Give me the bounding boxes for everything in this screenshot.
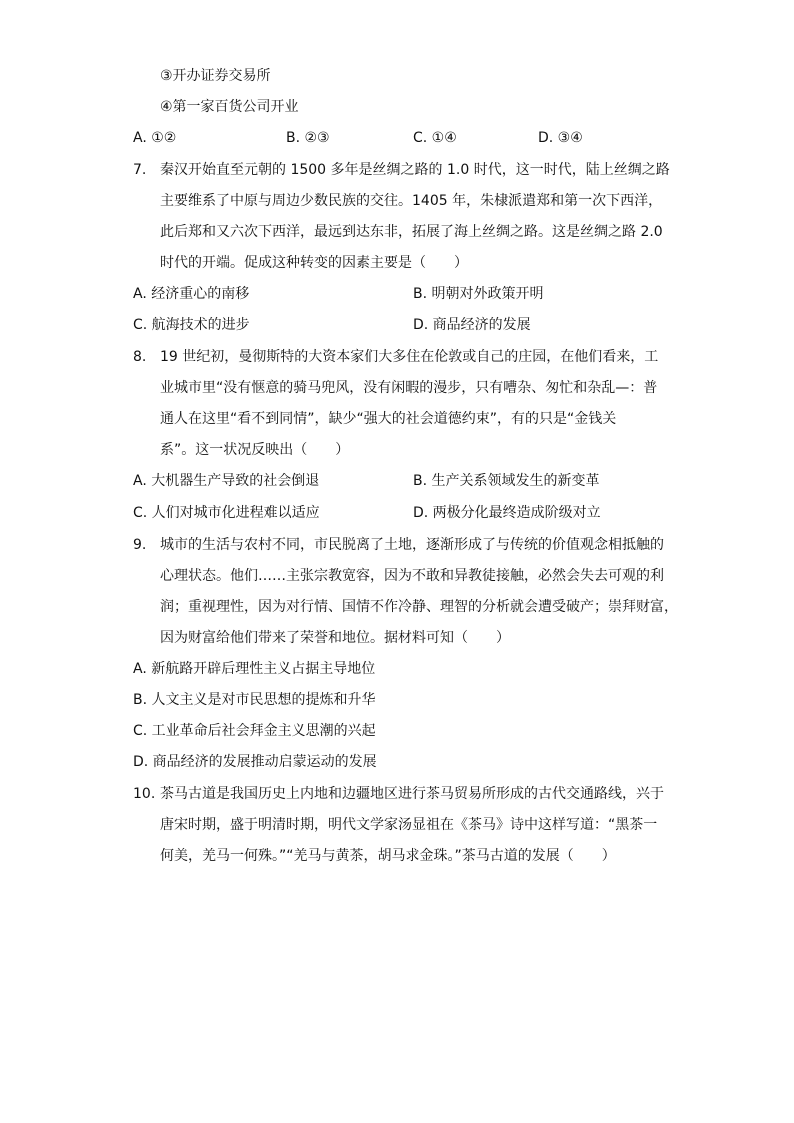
q8-option-c: C. 人们对城市化进程难以适应	[133, 505, 320, 521]
q6-option-b: B. ②③	[286, 130, 330, 146]
q7-option-a: A. 经济重心的南移	[133, 286, 250, 302]
q6-option-d: D. ③④	[538, 130, 583, 146]
q7-stem-line: 主要维系了中原与周边少数民族的交往。1405 年，朱棣派遣郑和第一次下西洋，	[160, 193, 663, 209]
q7-stem-line: 时代的开端。促成这种转变的因素主要是（ ）	[160, 255, 468, 271]
q7-option-c: C. 航海技术的进步	[133, 317, 250, 333]
q9-stem-line: 心理状态。他们……主张宗教宽容，因为不敢和异教徒接触，必然会失去可观的利	[160, 568, 664, 584]
q6-option-a: A. ①②	[133, 130, 177, 146]
q9-option-a: A. 新航路开辟后理性主义占据主导地位	[133, 661, 376, 677]
q8-option-b: B. 生产关系领域发生的新变革	[413, 473, 600, 489]
q9-option-b: B. 人文主义是对市民思想的提炼和升华	[133, 692, 376, 708]
q6-item-3: ③开办证券交易所	[160, 68, 271, 84]
q6-item-4: ④第一家百货公司开业	[160, 99, 299, 115]
q10-stem-line: 茶马古道是我国历史上内地和边疆地区进行茶马贸易所形成的古代交通路线，兴于	[160, 786, 664, 802]
q7-stem-line: 此后郑和又六次下西洋，最远到达东非，拓展了海上丝绸之路。这是丝绸之路 2.0	[160, 224, 663, 240]
q8-stem-line: 通人在这里“看不到同情”，缺少“强大的社会道德约束”，有的只是“金钱关	[160, 411, 617, 427]
q10-stem-line: 唐宋时期，盛于明清时期，明代文学家汤显祖在《茶马》诗中这样写道：“黑茶一	[160, 817, 658, 833]
q6-option-c: C. ①④	[413, 130, 457, 146]
q9-number: 9.	[133, 537, 147, 553]
q7-option-b: B. 明朝对外政策开明	[413, 286, 544, 302]
q8-option-a: A. 大机器生产导致的社会倒退	[133, 473, 320, 489]
q7-option-d: D. 商品经济的发展	[413, 317, 531, 333]
q10-stem-line: 何美，羌马一何殊。”“羌马与黄茶，胡马求金珠。”茶马古道的发展（ ）	[160, 848, 616, 864]
q9-option-d: D. 商品经济的发展推动启蒙运动的发展	[133, 754, 377, 770]
q9-stem-line: 城市的生活与农村不同，市民脱离了土地，逐渐形成了与传统的价值观念相抵触的	[160, 537, 664, 553]
q9-stem-line: 因为财富给他们带来了荣誉和地位。据材料可知（ ）	[160, 630, 510, 646]
q10-number: 10.	[133, 786, 156, 802]
q8-stem-line: 业城市里“没有惬意的骑马兜风，没有闲暇的漫步，只有嘈杂、匆忙和杂乱—：普	[160, 380, 658, 396]
q7-stem-line: 秦汉开始直至元朝的 1500 多年是丝绸之路的 1.0 时代，这一时代，陆上丝绸之路	[160, 162, 670, 178]
q8-number: 8.	[133, 349, 147, 365]
q9-stem-line: 润；重视理性，因为对行情、国情不作冷静、理智的分析就会遭受破产；崇拜财富，	[160, 599, 678, 615]
q8-stem-line: 系”。这一状况反映出（ ）	[160, 442, 350, 458]
q7-number: 7.	[133, 162, 147, 178]
q9-option-c: C. 工业革命后社会拜金主义思潮的兴起	[133, 723, 376, 739]
q8-stem-line: 19 世纪初，曼彻斯特的大资本家们大多住在伦敦或自己的庄园，在他们看来，工	[160, 349, 659, 365]
q8-option-d: D. 两极分化最终造成阶级对立	[413, 505, 601, 521]
